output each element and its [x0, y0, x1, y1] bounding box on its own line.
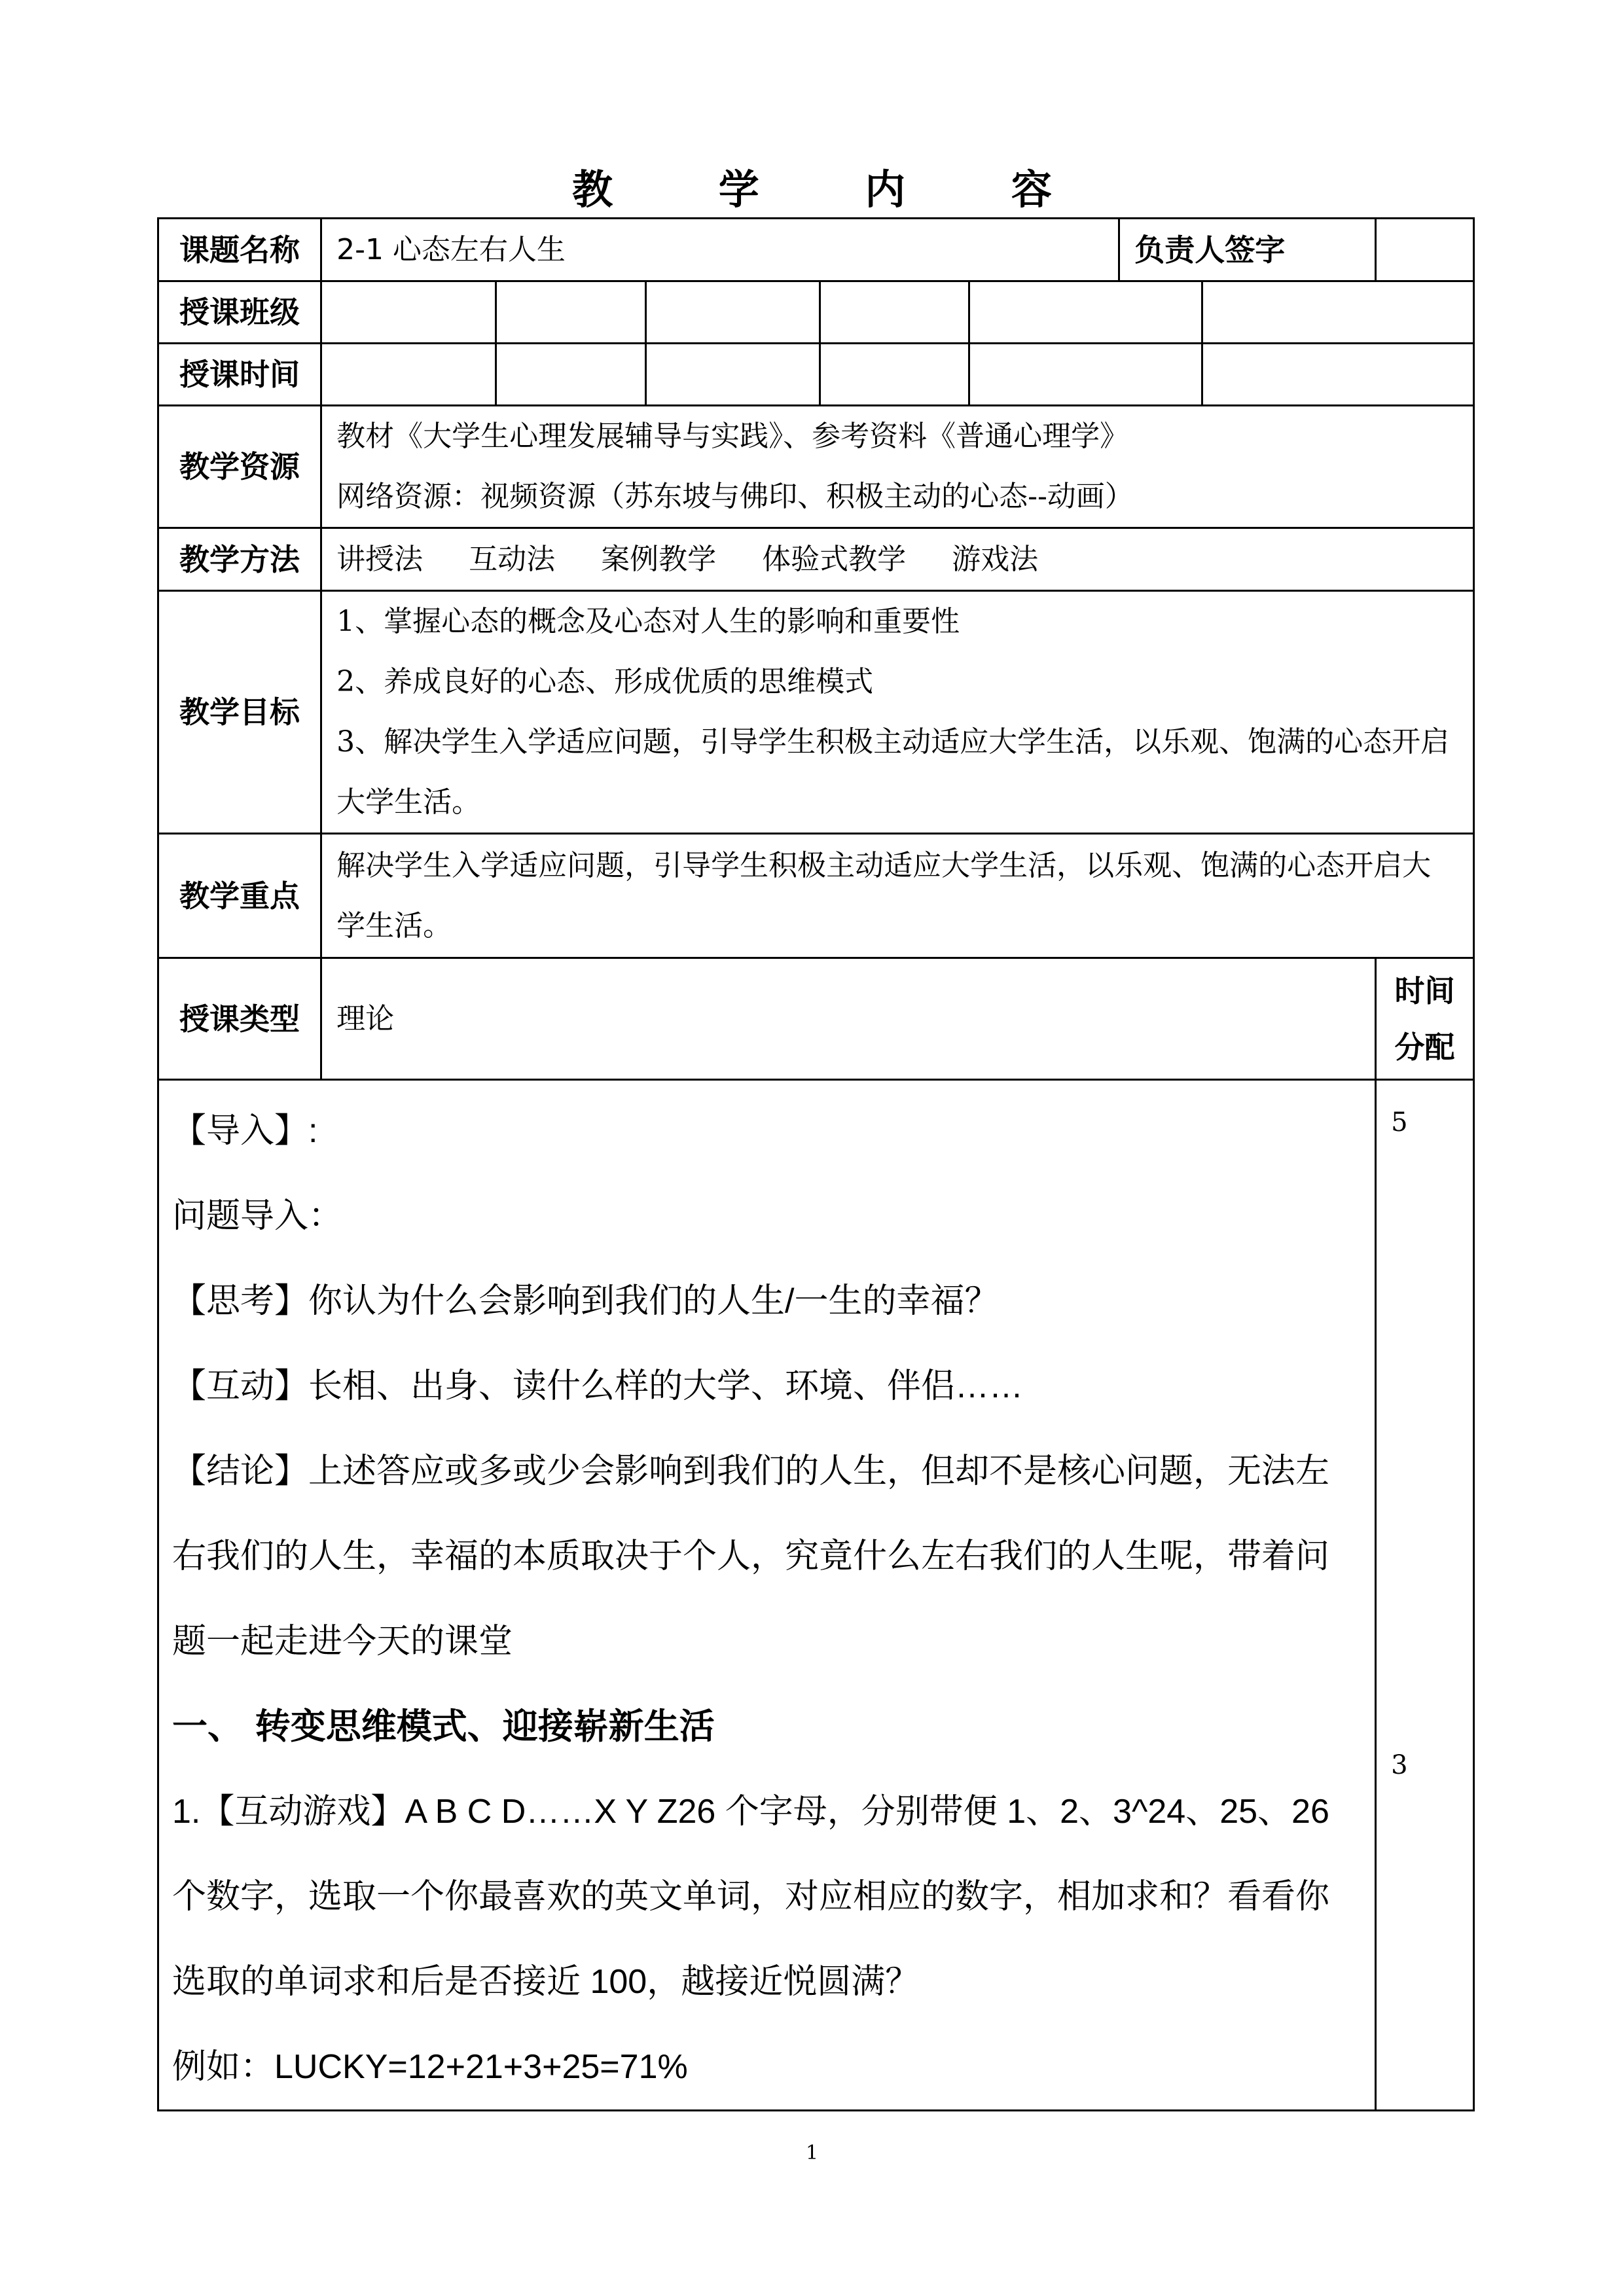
time-allocation-label: 时间: [1394, 973, 1455, 1009]
content-row: [158, 1080, 1474, 2111]
signer-value: [1376, 219, 1474, 281]
class-cell: [496, 281, 646, 344]
signer-label: 负责人签字: [1119, 219, 1376, 281]
content-line: 【结论】上述答应或多或少会影响到我们的人生，但却不是核心问题，无法左右我们的人生，幸福的本质取决于个人，究竟什么左右我们的人生呢，带着问题一起走进今天的课堂: [172, 1452, 1330, 1660]
methods-row: [158, 528, 1474, 591]
lesson-table: [157, 217, 1475, 2111]
time-cell: [321, 344, 496, 406]
resource-line: 教材《大学生心理发展辅导与实践》、参考资料《普通心理学》: [336, 420, 1129, 453]
content-line: 【思考】你认为什么会影响到我们的人生/一生的幸福？: [172, 1282, 999, 1320]
time-label: 授课时间: [158, 344, 321, 406]
time-allocation-label: 分配: [1394, 1029, 1455, 1065]
page-number: 1: [805, 2142, 819, 2164]
lesson-content: [158, 1080, 1376, 2111]
section-heading: 一、 转变思维模式、迎接崭新生活: [172, 1706, 715, 1747]
method-item: 讲授法: [336, 542, 424, 576]
time-row: [158, 344, 1474, 406]
class-cell: [969, 281, 1202, 344]
class-cell: [1202, 281, 1473, 344]
game-example: 例如：LUCKY=12+21+3+25=71%: [172, 2048, 688, 2086]
time-cell: [1202, 344, 1473, 406]
class-cell: [321, 281, 496, 344]
content-line: 【互动】长相、出身、读什么样的大学、环境、伴侣……: [172, 1367, 1024, 1405]
resources-value: [321, 406, 1474, 528]
class-cell: [646, 281, 820, 344]
focus-row: [158, 834, 1474, 958]
focus-value: 解决学生入学适应问题，引导学生积极主动适应大学生活，以乐观、饱满的心态开启大学生活。: [321, 834, 1474, 958]
topic-label: 课题名称: [158, 219, 321, 281]
resource-line: 网络资源：视频资源（苏东坡与佛印、积极主动的心态--动画）: [336, 480, 1134, 513]
time-value: 5: [1391, 1107, 1408, 1138]
class-row: [158, 281, 1474, 344]
methods-label: 教学方法: [158, 528, 321, 591]
time-cell: [969, 344, 1202, 406]
goal-item: 1、掌握心态的概念及心态对人生的影响和重要性: [336, 605, 960, 638]
content-line: 【导入】:: [172, 1112, 318, 1150]
topic-value: 2-1 心态左右人生: [321, 219, 1119, 281]
time-cell: [646, 344, 820, 406]
methods-value: [321, 528, 1474, 591]
time-cell: [820, 344, 969, 406]
time-cell: [496, 344, 646, 406]
method-item: 案例教学: [601, 542, 717, 576]
goals-value: [321, 591, 1474, 834]
method-item: 互动法: [469, 542, 556, 576]
content-line: 问题导入：: [172, 1197, 343, 1235]
class-label: 授课班级: [158, 281, 321, 344]
resources-row: [158, 406, 1474, 528]
time-allocation-header: [1376, 958, 1474, 1080]
type-value: 理论: [321, 958, 1376, 1080]
topic-row: [158, 219, 1474, 281]
focus-label: 教学重点: [158, 834, 321, 958]
page-title: 教 学 内 容: [572, 166, 1098, 213]
method-item: 游戏法: [952, 542, 1039, 576]
goal-item: 2、养成良好的心态、形成优质的思维模式: [336, 665, 874, 698]
goals-row: [158, 591, 1474, 834]
class-cell: [820, 281, 969, 344]
time-allocation-cell: [1376, 1080, 1474, 2111]
game-paragraph: 1.【互动游戏】A B C D……X Y Z26 个字母，分别带便 1、2、3^24、25、26 个数字，选取一个你最喜欢的英文单词，对应相应的数字，相加求和？看看你选取的单词求和后是否接近 100，越接近悦圆满？: [172, 1793, 1330, 2001]
goals-label: 教学目标: [158, 591, 321, 834]
resources-label: 教学资源: [158, 406, 321, 528]
type-label: 授课类型: [158, 958, 321, 1080]
method-item: 体验式教学: [762, 542, 907, 576]
time-value: 3: [1391, 1750, 1408, 1780]
type-row: [158, 958, 1474, 1080]
goal-item: 3、解决学生入学适应问题，引导学生积极主动适应大学生活，以乐观、饱满的心态开启大学生活。: [336, 725, 1450, 819]
